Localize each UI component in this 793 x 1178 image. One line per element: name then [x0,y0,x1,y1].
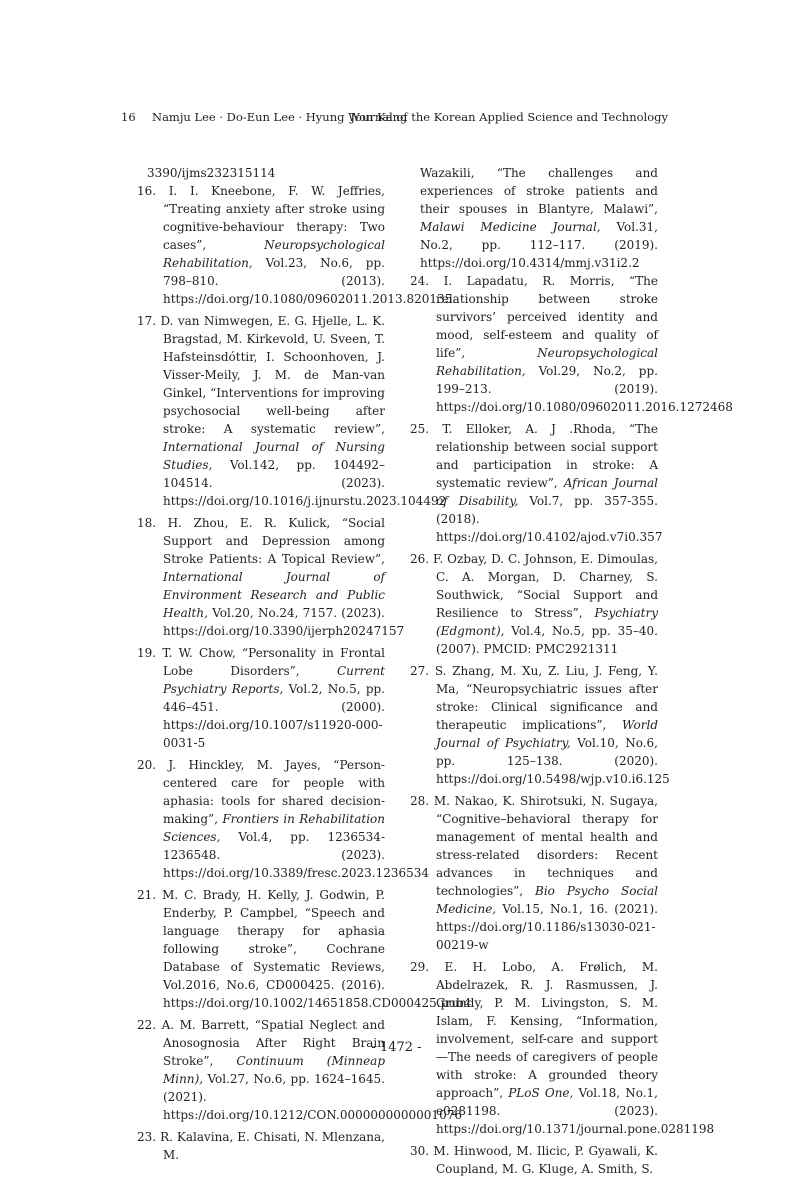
reference-text: R. Kalavina, E. Chisati, N. Mlenzana, M. [160,1130,385,1162]
reference-text: A. M. Barrett, “Spatial Neglect and Anosognosia After Right Brain Stroke”, [161,1018,385,1068]
reference-details: Vol.18, No.1, e0281198. (2023). https://doi.org/10.1371/journal.pone.0281198 [436,1086,715,1136]
reference-text: F. Ozbay, D. C. Johnson, E. Dimoulas, C. A. Morgan, D. Charney, S. Southwick, “Social Support and Resilience to Stress”, [433,552,658,620]
folio: - 1472 - [371,1040,422,1055]
reference-details: Vol.2, No.5, pp. 446–451. (2000). https://doi.org/10.1007/s11920-000-0031-5 [163,682,385,750]
continuation-details: Vol.31, No.2, pp. 112–117. (2019). https://doi.org/10.4314/mmj.v31i2.2 [420,220,658,270]
reference-number: 21. [137,888,157,902]
reference-item [137,514,405,640]
reference-venue: African Journal of Disability, [436,476,659,508]
reference-number: 29. [410,960,430,974]
reference-text: T. Elloker, A. J .Rhoda, “The relationship between social support and participation in stroke: A systematic review”, [436,422,658,490]
reference-details: Vol.7, pp. 357-355. (2018). https://doi.org/10.4102/ajod.v7i0.357 [436,494,663,544]
reference-details: Vol.4, No.5, pp. 35–40. (2007). PMCID: PMC2921311 [436,624,658,656]
header-journal: Journal of the Korean Applied Science and Technology [350,110,668,124]
reference-text: M. Nakao, K. Shirotsuki, N. Sugaya, “Cognitive–behavioral therapy for management of mental health and stress-related disorders: Recent advances in techniques and technologies”, [433,794,658,898]
reference-details: Vol.142, pp. 104492–104514. (2023). https://doi.org/10.1016/j.ijnurstu.2023.104492 [163,458,447,508]
reference-details: Vol.27, No.6, pp. 1624–1645. (2021). https://doi.org/10.1212/CON.0000000000001076 [163,1072,462,1122]
reference-details: Vol.23, No.6, pp. 798–810. (2013). https://doi.org/10.1080/09602011.2013.820135. [163,256,457,306]
reference-number: 25. [410,422,430,436]
reference-number: 19. [137,646,157,660]
continuation-venue: Malawi Medicine Journal, [420,220,601,234]
reference-text: E. H. Lobo, A. Frølich, M. Abdelrazek, R. J. Rasmussen, J. Grundy, P. M. Livingston, S. M. Islam, F. Kensing, “Information, involvement, self-care and support—The needs of caregivers of people with stroke: A grounded theory approach”, [436,960,658,1100]
reference-text: M. C. Brady, H. Kelly, J. Godwin, P. Enderby, P. Campbel, “Speech and language therapy for aphasia following stroke”, Cochrane Database of Systematic Reviews, Vol.2016, No.6, CD000425. (2016). https://doi.org/10.1002/14651858.CD000425.pub4 [162,888,472,1010]
reference-text: H. Zhou, E. R. Kulick, “Social Support and Depression among Stroke Patients: A Topical Review”, [163,516,385,566]
reference-venue: Frontiers in Rehabilitation Sciences, [163,812,385,844]
reference-item [410,1142,658,1178]
reference-number: 17. [137,314,157,328]
reference-text: I. Lapadatu, R. Morris, “The relationship between stroke survivors’ perceived identity and mood, self-esteem and quality of life”, [436,274,658,360]
reference-continuation [410,164,658,272]
reference-number: 23. [137,1130,157,1144]
reference-venue: Psychiatry (Edgmont), [436,606,658,638]
reference-details: Vol.15, No.1, 16. (2021). https://doi.org/10.1186/s13030-021-00219-w [436,902,658,952]
reference-details: Vol.29, No.2, pp. 199–213. (2019). https://doi.org/10.1080/09602011.2016.1272468 [436,364,733,414]
reference-number: 27. [410,664,430,678]
reference-number: 26. [410,552,430,566]
page-number: 16 [121,110,136,124]
reference-item [410,792,658,954]
reference-venue: PLoS One, [508,1086,574,1100]
reference-item [410,420,663,546]
reference-venue: Current Psychiatry Reports, [163,664,385,696]
page-footer [0,1040,793,1055]
reference-item [137,1128,385,1164]
reference-venue: World Journal of Psychiatry, [436,718,658,750]
reference-text: T. W. Chow, “Personality in Frontal Lobe Disorders”, [162,646,385,678]
reference-text: J. Hinckley, M. Jayes, “Person-centered care for people with aphasia: tools for shared decision-making”, [163,758,385,826]
reference-venue: Bio Psycho Social Medicine, [436,884,658,916]
reference-item [410,662,670,788]
reference-number: 18. [137,516,157,530]
reference-details: Vol.10, No.6, pp. 125–138. (2020). https://doi.org/10.5498/wjp.v10.i6.125 [436,736,670,786]
continuation-text: Wazakili, “The challenges and experiences of stroke patients and their spouses in Blantyre, Malawi”, [420,166,658,216]
reference-venue: Continuum (Minneap Minn), [163,1054,386,1086]
reference-details: Vol.4, pp. 1236534-1236548. (2023). https://doi.org/10.3389/fresc.2023.1236534 [163,830,430,880]
reference-number: 16. [137,184,157,198]
reference-number: 24. [410,274,430,288]
reference-venue: International Journal of Nursing Studies, [163,440,385,472]
reference-number: 28. [410,794,430,808]
reference-text: M. Hinwood, M. Ilicic, P. Gyawali, K. Coupland, M. G. Kluge, A. Smith, S. [433,1144,658,1176]
reference-venue: International Journal of Environment Research and Public Health, [163,570,385,620]
reference-continuation [137,164,385,182]
reference-text: S. Zhang, M. Xu, Z. Liu, J. Feng, Y. Ma, “Neuropsychiatric issues after stroke: Clinical significance and therapeutic implications”, [434,664,658,732]
reference-item [410,272,733,416]
reference-text: D. van Nimwegen, E. G. Hjelle, L. K. Bragstad, M. Kirkevold, U. Sveen, T. Hafsteinsdóttir, I. Schoonhoven, J. Visser-Meily, J. M. de Man-van Ginkel, “Interventions for improving psychosocial well-being after stroke: A systematic review”, [160,314,385,436]
continuation-text: 3390/ijms232315114 [147,166,276,180]
reference-item [137,644,385,752]
reference-number: 30. [410,1144,430,1158]
reference-details: Vol.20, No.24, 7157. (2023). https://doi.org/10.3390/ijerph20247157 [163,606,405,638]
reference-venue: Neuropsychological Rehabilitation, [436,346,658,378]
reference-venue: Neuropsychological Rehabilitation, [163,238,385,270]
reference-number: 22. [137,1018,157,1032]
running-header [0,110,793,128]
reference-item [410,550,658,658]
header-authors: Namju Lee · Do-Eun Lee · Hyung Won Kang [152,110,408,124]
right-column [410,164,733,1178]
reference-number: 20. [137,758,157,772]
reference-text: I. I. Kneebone, F. W. Jeffries, “Treating anxiety after stroke using cognitive-behaviour therapy: Two cases”, [163,184,385,252]
